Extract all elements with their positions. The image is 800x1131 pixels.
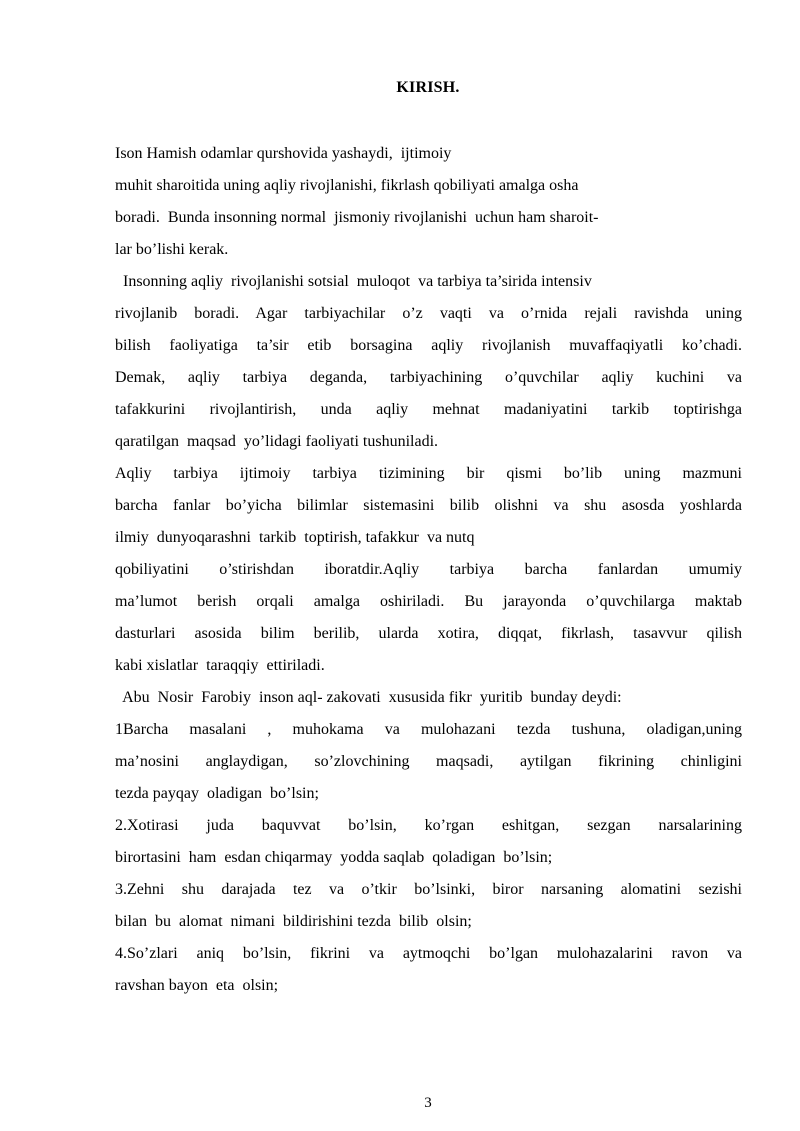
text-line: Ison Hamish odamlar qurshovida yashaydi, ijtimoiy [115, 145, 452, 162]
text-line: kabi xislatlar taraqqiy ettiriladi. [115, 657, 325, 674]
text-line: Demak, aqliy tarbiya deganda, tarbiyachining o’quvchilar aqliy kuchini va [115, 369, 742, 386]
text-line: dasturlari asosida bilim berilib, ularda xotira, diqqat, fikrlash, tasavvur qilish [115, 625, 742, 642]
text-line: qaratilgan maqsad yo’lidagi faoliyati tushuniladi. [115, 433, 439, 450]
text-line: lar bo’lishi kerak. [115, 241, 229, 258]
text-line: ravshan bayon eta olsin; [115, 977, 279, 994]
text-line: tafakkurini rivojlantirish, unda aqliy mehnat madaniyatini tarkib toptirishga [115, 401, 742, 418]
text-line: muhit sharoitida uning aqliy rivojlanishi, fikrlash qobiliyati amalga osha [115, 177, 579, 194]
text-line: 1Barcha masalani , muhokama va mulohazani tezda tushuna, oladigan,uning [115, 721, 742, 738]
text-line: bilish faoliyatiga ta’sir etib borsagina aqliy rivojlanish muvaffaqiyatli ko’chadi. [115, 337, 742, 354]
text-line: barcha fanlar bo’yicha bilimlar sistemasini bilib olishni va shu asosda yoshlarda [115, 497, 742, 514]
text-line: Aqliy tarbiya ijtimoiy tarbiya tizimining bir qismi bo’lib uning mazmuni [115, 465, 742, 482]
text-line: birortasini ham esdan chiqarmay yodda saqlab qoladigan bo’lsin; [115, 849, 553, 866]
text-line: ilmiy dunyoqarashni tarkib toptirish, tafakkur va nutq [115, 529, 475, 546]
text-line: bilan bu alomat nimani bildirishini tezda bilib olsin; [115, 913, 472, 930]
text-line: 4.So’zlari aniq bo’lsin, fikrini va aytmoqchi bo’lgan mulohazalarini ravon va [115, 945, 742, 962]
text-line: ma’nosini anglaydigan, so’zlovchining maqsadi, aytilgan fikrining chinligini [115, 753, 742, 770]
text-line: rivojlanib boradi. Agar tarbiyachilar o’z vaqti va o’rnida rejali ravishda uning [115, 305, 742, 322]
text-line: 2.Xotirasi juda baquvvat bo’lsin, ko’rgan eshitgan, sezgan narsalarining [115, 817, 742, 834]
text-line: boradi. Bunda insonning normal jismoniy rivojlanishi uchun ham sharoit- [115, 209, 599, 226]
text-line: tezda payqay oladigan bo’lsin; [115, 785, 319, 802]
text-line: ma’lumot berish orqali amalga oshiriladi. Bu jarayonda o’quvchilarga maktab [115, 593, 742, 610]
text-line: Abu Nosir Farobiy inson aql- zakovati xususida fikr yuritib bunday deydi: [115, 689, 622, 706]
text-line: Insonning aqliy rivojlanishi sotsial muloqot va tarbiya ta’sirida intensiv [115, 273, 592, 290]
text-line: 3.Zehni shu darajada tez va o’tkir bo’lsinki, biror narsaning alomatini sezishi [115, 881, 742, 898]
text-line: qobiliyatini o’stirishdan iboratdir.Aqliy tarbiya barcha fanlardan umumiy [115, 561, 742, 578]
page-title: KIRISH. [396, 79, 460, 96]
page-number: 3 [424, 1095, 432, 1111]
